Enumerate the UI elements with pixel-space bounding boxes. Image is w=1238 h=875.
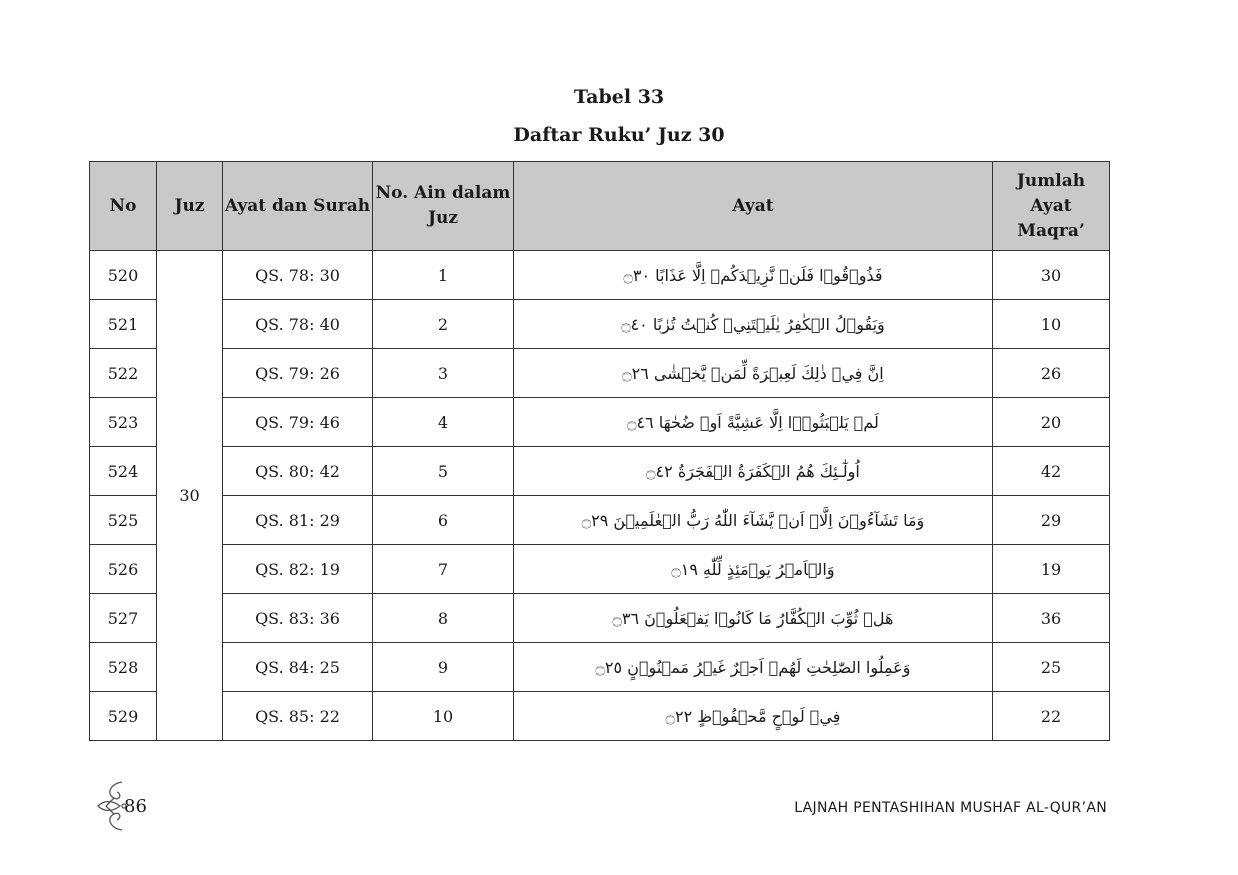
cell-ain: 2 (373, 300, 514, 349)
header-jumlah-line3: Maqra’ (1017, 220, 1085, 241)
header-surah: Ayat dan Surah (223, 162, 373, 251)
cell-surah: QS. 80: 42 (223, 447, 373, 496)
table-row (90, 447, 1110, 496)
cell-ayat: وَمَا تَشَآءُوۡنَ اِلَّاۤ اَنۡ يَّشَآءَ اللّٰهُ رَبُّ الۡعٰلَمِيۡنَ ۝٢٩ (514, 496, 993, 545)
cell-no: 520 (90, 251, 157, 300)
table-row (90, 594, 1110, 643)
ruku-table (89, 161, 1110, 741)
cell-no: 527 (90, 594, 157, 643)
cell-surah: QS. 85: 22 (223, 692, 373, 741)
cell-no: 522 (90, 349, 157, 398)
header-jumlah-line2: Ayat (1030, 195, 1072, 216)
cell-ayat: اِنَّ فِيۡ ذٰلِكَ لَعِبۡرَةً لِّمَنۡ يَّخۡشٰى ۝٢٦ (514, 349, 993, 398)
cell-ayat: وَعَمِلُوا الصّٰلِحٰتِ لَهُمۡ اَجۡرٌ غَيۡرُ مَمۡنُوۡنٍ ۝٢٥ (514, 643, 993, 692)
header-juz: Juz (157, 162, 223, 251)
cell-ayat: لَمۡ يَلۡبَثُوۡۤا اِلَّا عَشِيَّةً اَوۡ ضُحٰهَا ۝٤٦ (514, 398, 993, 447)
table-header-row (90, 162, 1110, 251)
cell-jumlah: 42 (993, 447, 1110, 496)
cell-ain: 9 (373, 643, 514, 692)
cell-ain: 8 (373, 594, 514, 643)
table-row (90, 349, 1110, 398)
cell-surah: QS. 78: 40 (223, 300, 373, 349)
table-row (90, 496, 1110, 545)
cell-jumlah: 20 (993, 398, 1110, 447)
table-row (90, 251, 1110, 300)
cell-ain: 3 (373, 349, 514, 398)
header-ain-line1: No. Ain dalam (375, 183, 511, 203)
cell-surah: QS. 78: 30 (223, 251, 373, 300)
cell-jumlah: 10 (993, 300, 1110, 349)
table-row (90, 643, 1110, 692)
cell-no: 526 (90, 545, 157, 594)
header-jumlah (993, 162, 1110, 251)
cell-surah: QS. 79: 26 (223, 349, 373, 398)
cell-ain: 5 (373, 447, 514, 496)
cell-no: 523 (90, 398, 157, 447)
table-row (90, 692, 1110, 741)
cell-ain: 6 (373, 496, 514, 545)
header-jumlah-line1: Jumlah (1016, 170, 1086, 191)
header-ain-line2: Juz (427, 208, 459, 228)
table-subtitle: Daftar Ruku’ Juz 30 (513, 124, 725, 146)
cell-jumlah: 19 (993, 545, 1110, 594)
publisher-name: LAJNAH PENTASHIHAN MUSHAF AL-QUR’AN (794, 800, 1107, 816)
cell-ain: 1 (373, 251, 514, 300)
footer-left (92, 778, 147, 834)
cell-no: 525 (90, 496, 157, 545)
cell-no: 529 (90, 692, 157, 741)
cell-jumlah: 22 (993, 692, 1110, 741)
table-title: Tabel 33 (573, 86, 665, 108)
cell-jumlah: 36 (993, 594, 1110, 643)
cell-surah: QS. 81: 29 (223, 496, 373, 545)
cell-ayat: فِيۡ لَوۡحٍ مَّحۡفُوۡظٍ ۝٢٢ (514, 692, 993, 741)
cell-ain: 7 (373, 545, 514, 594)
cell-jumlah: 30 (993, 251, 1110, 300)
cell-surah: QS. 79: 46 (223, 398, 373, 447)
cell-ayat: فَذُوۡقُوۡا فَلَنۡ نَّزِيۡدَكُمۡ اِلَّا عَذَابًا ۝٣٠ (514, 251, 993, 300)
cell-no: 528 (90, 643, 157, 692)
page-number: 86 (124, 795, 147, 817)
cell-ayat: اُولٰٓـئِكَ هُمُ الۡكَفَرَةُ الۡفَجَرَةُ ۝٤٢ (514, 447, 993, 496)
table-row (90, 398, 1110, 447)
cell-juz: 30 (157, 251, 223, 741)
cell-no: 524 (90, 447, 157, 496)
header-no: No (90, 162, 157, 251)
cell-ayat: هَلۡ ثُوِّبَ الۡكُفَّارُ مَا كَانُوۡا يَفۡعَلُوۡنَ ۝٣٦ (514, 594, 993, 643)
cell-surah: QS. 84: 25 (223, 643, 373, 692)
header-ain (373, 162, 514, 251)
header-ayat: Ayat (514, 162, 993, 251)
cell-ain: 10 (373, 692, 514, 741)
cell-jumlah: 29 (993, 496, 1110, 545)
cell-surah: QS. 83: 36 (223, 594, 373, 643)
cell-surah: QS. 82: 19 (223, 545, 373, 594)
cell-ayat: وَيَقُوۡلُ الۡكٰفِرُ يٰلَيۡتَنِيۡ كُنۡتُ تُرٰبًا ۝٤٠ (514, 300, 993, 349)
cell-no: 521 (90, 300, 157, 349)
cell-ain: 4 (373, 398, 514, 447)
cell-ayat: وَالۡاَمۡرُ يَوۡمَئِذٍ لِّلّٰهِ ۝١٩ (514, 545, 993, 594)
cell-jumlah: 26 (993, 349, 1110, 398)
cell-jumlah: 25 (993, 643, 1110, 692)
table-row (90, 545, 1110, 594)
table-row (90, 300, 1110, 349)
